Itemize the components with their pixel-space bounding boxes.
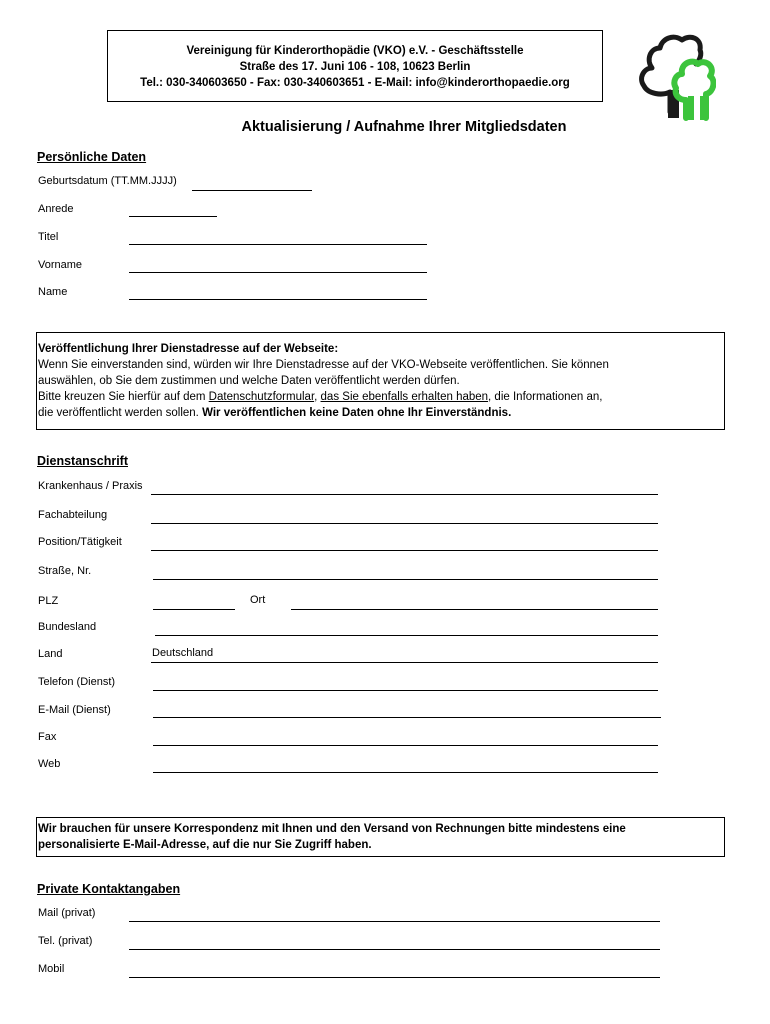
publication-notice-box: [36, 332, 725, 430]
department-field[interactable]: [151, 523, 658, 524]
street-field[interactable]: [153, 579, 658, 580]
field-label-title: Titel: [38, 231, 59, 243]
header-org-line: Vereinigung für Kinderorthopädie (VKO) e.V. - Geschäftsstelle: [186, 45, 524, 57]
field-label-country: Land: [38, 648, 63, 660]
email-notice-text-1: Wir brauchen für unsere Korrespondenz mit Ihnen und den Versand von Rechnungen bitte mindestens eine: [38, 823, 626, 835]
hospital-field[interactable]: [151, 494, 658, 495]
also-received-link[interactable]: das Sie ebenfalls erhalten haben: [320, 391, 489, 403]
field-label-salutation: Anrede: [38, 203, 74, 215]
title-field[interactable]: [129, 244, 427, 245]
field-label-zip: PLZ: [38, 595, 59, 607]
field-label-firstname: Vorname: [38, 259, 83, 271]
field-label-web: Web: [38, 758, 61, 770]
state-field[interactable]: [155, 635, 658, 636]
lastname-field[interactable]: [129, 299, 427, 300]
header-address-line: Straße des 17. Juni 106 - 108, 10623 Berlin: [239, 61, 471, 73]
publication-notice-text-2: auswählen, ob Sie dem zustimmen und welche Daten veröffentlicht werden dürfen.: [38, 375, 460, 387]
city-field[interactable]: [291, 609, 658, 610]
field-label-city: Ort: [250, 594, 266, 606]
phone-field[interactable]: [153, 690, 658, 691]
email-field[interactable]: [153, 717, 661, 718]
publication-notice-text-4: die veröffentlicht werden sollen. Wir veröffentlichen keine Daten ohne Ihr Einverständnis.: [38, 407, 512, 419]
fax-field[interactable]: [153, 745, 658, 746]
field-label-street: Straße, Nr.: [38, 565, 92, 577]
field-label-mobile: Mobil: [38, 963, 65, 975]
salutation-field[interactable]: [129, 216, 217, 217]
section-heading-private-contact: Private Kontaktangaben: [37, 882, 181, 896]
privacy-form-link[interactable]: Datenschutzformular: [208, 391, 315, 403]
field-label-position: Position/Tätigkeit: [38, 536, 122, 548]
private-mail-field[interactable]: [129, 921, 660, 922]
private-phone-field[interactable]: [129, 949, 660, 950]
birthdate-field[interactable]: [192, 190, 312, 191]
email-notice-text-2: personalisierte E-Mail-Adresse, auf die nur Sie Zugriff haben.: [38, 839, 372, 851]
publication-notice-heading: Veröffentlichung Ihrer Dienstadresse auf der Webseite:: [38, 343, 339, 355]
position-field[interactable]: [151, 550, 658, 551]
field-label-state: Bundesland: [38, 621, 97, 633]
publication-notice-text-3: Bitte kreuzen Sie hierfür auf dem Datenschutzformular, das Sie ebenfalls erhalten haben, die Informationen an,: [38, 391, 603, 403]
page-title: Aktualisierung / Aufnahme Ihrer Mitgliedsdaten: [241, 119, 567, 135]
publication-notice-text-1: Wenn Sie einverstanden sind, würden wir Ihre Dienstadresse auf der VKO-Webseite veröffentlichen. Sie können: [38, 359, 609, 371]
header-contact-line: Tel.: 030-340603650 - Fax: 030-340603651 - E-Mail: info@kinderorthopaedie.org: [140, 77, 570, 89]
field-label-birthdate: Geburtsdatum (TT.MM.JJJJ): [38, 175, 177, 187]
mobile-field[interactable]: [129, 977, 660, 978]
zip-field[interactable]: [153, 609, 235, 610]
field-label-department: Fachabteilung: [38, 509, 108, 521]
field-label-fax: Fax: [38, 731, 57, 743]
header-box: [107, 30, 603, 102]
country-value: Deutschland: [152, 647, 214, 659]
field-label-hospital: Krankenhaus / Praxis: [38, 480, 143, 492]
firstname-field[interactable]: [129, 272, 427, 273]
field-label-phone: Telefon (Dienst): [38, 676, 116, 688]
section-heading-service-address: Dienstanschrift: [37, 454, 128, 468]
field-label-email: E-Mail (Dienst): [38, 704, 111, 716]
section-heading-personal: Persönliche Daten: [37, 150, 147, 164]
email-notice-box: [36, 817, 725, 857]
two-trees-logo-icon: [636, 30, 716, 125]
field-label-private-mail: Mail (privat): [38, 907, 96, 919]
country-field[interactable]: [151, 662, 658, 663]
field-label-lastname: Name: [38, 286, 68, 298]
field-label-private-phone: Tel. (privat): [38, 935, 93, 947]
web-field[interactable]: [153, 772, 658, 773]
